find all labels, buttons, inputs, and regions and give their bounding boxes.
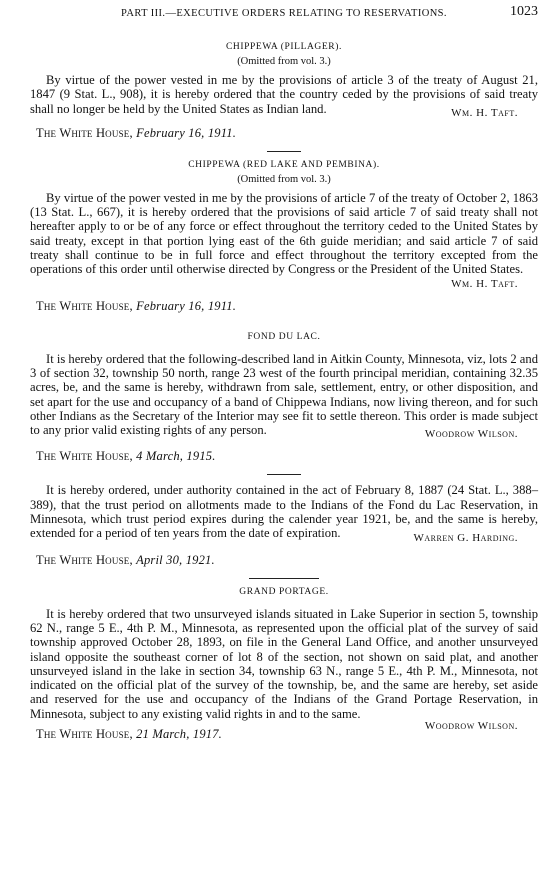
section-divider xyxy=(267,474,301,475)
dateline xyxy=(36,299,538,314)
running-header xyxy=(30,0,538,28)
order-text: It is hereby ordered that the following-described land in Aitkin County, Minnesota, viz, lots 2 and 3 of section 32, township 50 north, range 23 west of the fourth principal meridian, containing 32.35 acres, be, and the same is hereby, withdrawn from sale, settlement, entry, or other disposition, and set apart for the use and occupancy of a band of Chippewa Indians, now living thereon, and for such other Indians as the Secretary of the Interior may see fit to settle thereon. This order is made subject to any prior valid existing rights of any person. xyxy=(30,351,538,438)
order-text: It is hereby ordered, under authority contained in the act of February 8, 1887 (24 Stat. L., 388–389), that the trust period on allotments made to the Indians of the Fond du Lac Reservation, in Minnesota, which trust period expires during the calender year 1921, be, and the same is hereby, extended for a period of ten years from the date of expiration. xyxy=(30,483,538,541)
order-text: By virtue of the power vested in me by the provisions of article 7 of the treaty of October 2, 1863 (13 Stat. L., 667), it is hereby ordered that the provisions of said article 7 of said treaty shall not hereafter apply to or be of any force or effect throughout the territory ceded to the United States by said treaty, except in that portion lying east of the 6th guide meridian; and said article 7 of said treaty shall continue to be in full force and effect throughout the territory excepted from the operations of this order until otherwise directed by Congress or the President of the United States. xyxy=(30,190,538,277)
order-text: By virtue of the power vested in me by the provisions of article 3 of the treaty of August 21, 1847 (9 Stat. L., 908), it is hereby ordered that the country ceded by the provisions of said treaty shall no longer be held by the United States as Indian land. xyxy=(30,73,538,116)
section-divider xyxy=(267,151,301,152)
running-title: PART III.—EXECUTIVE ORDERS RELATING TO RESERVATIONS. xyxy=(121,8,447,19)
order-fond-du-lac-trust-extension xyxy=(30,483,538,567)
signature: Warren G. Harding. xyxy=(413,531,518,544)
dateline-date: April 30, 1921. xyxy=(136,552,215,567)
order-chippewa-pillager xyxy=(30,42,538,141)
dateline-date: February 16, 1911. xyxy=(136,298,237,313)
signature: Wm. H. Taft. xyxy=(451,106,518,119)
dateline-place: The White House, xyxy=(36,298,133,313)
section-heading: CHIPPEWA (RED LAKE AND PEMBINA). xyxy=(188,159,380,170)
dateline-place: The White House, xyxy=(36,125,133,140)
dateline xyxy=(36,553,538,568)
dateline-date: February 16, 1911. xyxy=(136,125,237,140)
section-heading: GRAND PORTAGE. xyxy=(239,586,329,597)
order-grand-portage xyxy=(30,587,538,742)
section-heading: CHIPPEWA (PILLAGER). xyxy=(226,42,342,52)
dateline-date: 21 March, 1917. xyxy=(136,727,223,742)
omitted-note: (Omitted from vol. 3.) xyxy=(237,173,331,185)
dateline-place: The White House, xyxy=(36,552,133,567)
dateline-date: 4 March, 1915. xyxy=(136,449,216,464)
section-heading: FOND DU LAC. xyxy=(247,331,321,342)
signature: Wm. H. Taft. xyxy=(451,277,518,290)
page-number: 1023 xyxy=(510,4,538,19)
dateline xyxy=(36,126,538,141)
order-fond-du-lac xyxy=(30,332,538,465)
dateline xyxy=(36,449,538,464)
order-chippewa-red-lake-pembina xyxy=(30,160,538,314)
dateline-place: The White House, xyxy=(36,727,133,742)
dateline-place: The White House, xyxy=(36,449,133,464)
signature: Woodrow Wilson. xyxy=(424,428,518,441)
section-divider xyxy=(249,578,319,579)
omitted-note: (Omitted from vol. 3.) xyxy=(237,56,331,67)
order-text: It is hereby ordered that two unsurveyed islands situated in Lake Superior in section 5, township 62 N., range 5 E., 4th P. M., Minnesota, as represented upon the official plat of the survey of said township approved October 28, 1893, on file in the General Land Office, and another unsurveyed island opposite the southeast corner of lot 8 of the section, not shown on said plat, and another unsurveyed island in the lake in section 34, township 63 N., range 5 E., 4th P. M., Minnesota, not indicated on the official plat of the survey of the township, be, and the same are hereby, set aside and reserved for the use and occupancy of the Indians of the Grand Portage Reservation, in Minnesota, subject to any existing valid rights in and to the same. xyxy=(30,606,538,721)
signature: Woodrow Wilson. xyxy=(424,720,518,733)
